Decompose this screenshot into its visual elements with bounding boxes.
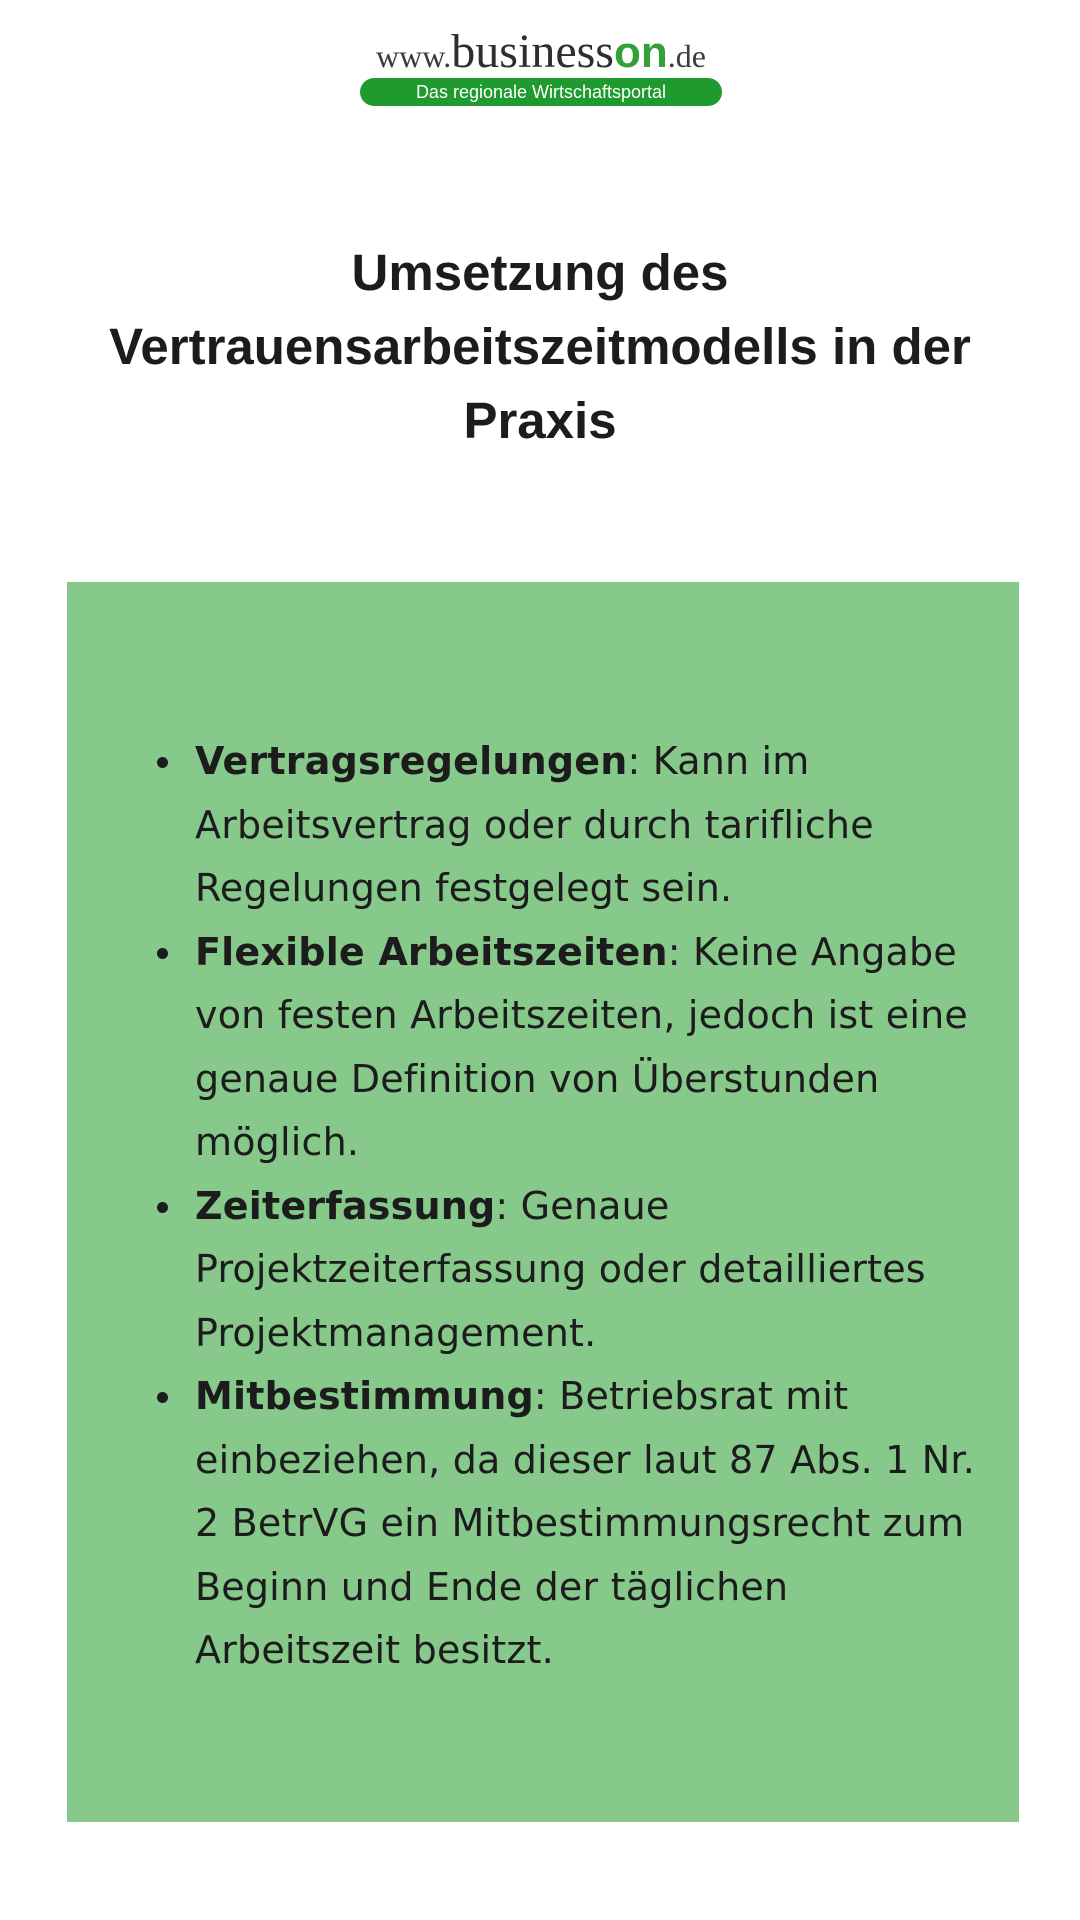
item-term: Mitbestimmung <box>195 1374 534 1418</box>
item-term: Zeiterfassung <box>195 1183 496 1228</box>
logo-on: on <box>613 28 668 77</box>
bullet-icon <box>157 1392 168 1403</box>
logo-prefix: www. <box>376 38 452 74</box>
item-text: : Betriebsrat mit einbeziehen, da dieser laut 87 Abs. 1 Nr. 2 BetrVG ein Mitbestimmungsrecht zum Beginn und Ende der täglichen Arbeitszeit besitzt. <box>195 1374 976 1672</box>
item-term: Vertragsregelungen <box>195 739 628 783</box>
list-item <box>195 921 995 1175</box>
item-text: : Genaue Projektzeiterfassung oder detailliertes Projektmanagement. <box>195 1183 926 1355</box>
list-item <box>195 1175 995 1366</box>
bullet-icon <box>157 757 168 768</box>
page-title: Umsetzung des Vertrauensarbeitszeitmodells in der Praxis <box>109 244 971 449</box>
list-item <box>195 1365 995 1683</box>
logo-tagline: Das regionale Wirtschaftsportal <box>360 78 722 106</box>
bullet-icon <box>157 1202 168 1213</box>
list-item <box>195 730 995 921</box>
item-term: Flexible Arbeitszeiten <box>195 929 668 974</box>
bullet-icon <box>157 948 168 959</box>
logo-url <box>358 24 724 78</box>
logo-name: business <box>451 25 614 78</box>
item-text: : Keine Angabe von festen Arbeitszeiten, jedoch ist eine genaue Definition von Überstunden möglich. <box>195 929 968 1164</box>
item-text: : Kann im Arbeitsvertrag oder durch tarifliche Regelungen festgelegt sein. <box>195 739 874 910</box>
bullet-list <box>195 730 995 1683</box>
site-logo[interactable] <box>358 24 724 106</box>
logo-suffix: .de <box>667 38 706 74</box>
content-panel <box>67 582 1019 1822</box>
